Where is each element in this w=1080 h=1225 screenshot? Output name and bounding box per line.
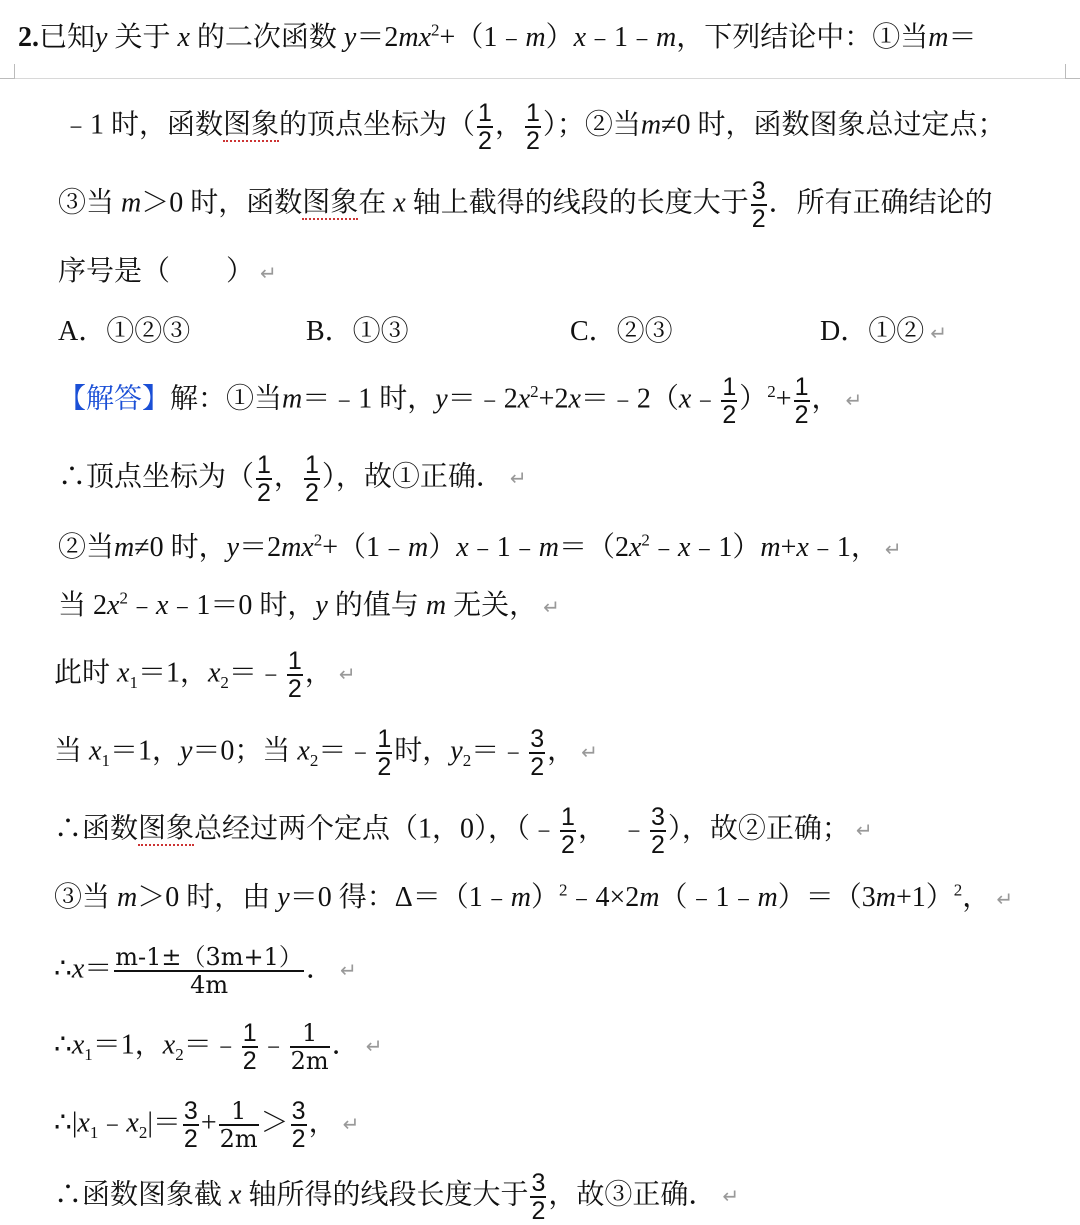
fraction: $\frac{1}{2}$ (478, 99, 492, 155)
header-rule (0, 78, 1080, 79)
question-line-2: ﹣1 时，函数图象的顶点坐标为（ $\frac{1}{2}$ ， $\frac{1}{2}$ ）；②当m≠0 时，函数图象总过定点； (62, 99, 1006, 155)
solution-line-6: 当 $x_1=1$，y＝0；当 $x_2=﹣$ $\frac{1}{2}$ 时，$y_2=﹣$ $\frac{3}{2}$ ， ↵ (54, 725, 598, 781)
fraction: $\frac{3}{2}$ (650, 803, 665, 859)
paragraph-mark-icon: ↵ (845, 388, 863, 413)
fraction: $\frac{3}{2}$ (183, 1097, 198, 1153)
fraction: $\frac{3}{2}$ (531, 1169, 546, 1225)
solution-tag: 【解答】 (58, 383, 171, 415)
fraction: $\frac{m-1\pm(3m+1)}{4m}$ (115, 943, 303, 999)
fraction: $\frac{1}{2}$ (242, 1019, 257, 1075)
fraction: $\frac{1}{2}$ (377, 725, 392, 781)
fraction: $\frac{1}{2m}$ (219, 1097, 258, 1153)
solution-line-2: ∴顶点坐标为（ $\frac{1}{2}$ ， $\frac{1}{2}$ ），故①正确． ↵ (58, 451, 527, 507)
fraction: $\frac{1}{2m}$ (290, 1019, 329, 1075)
option-a: A．①②③ (58, 316, 191, 347)
spell-mark: 图象 (302, 187, 359, 219)
paragraph-mark-icon: ↵ (342, 1112, 360, 1137)
paragraph-mark-icon: ↵ (339, 958, 357, 983)
paragraph-mark-icon: ↵ (996, 887, 1014, 911)
paragraph-mark-icon: ↵ (722, 1184, 740, 1209)
paragraph-mark-icon: ↵ (855, 818, 873, 843)
fraction: $\frac{1}{2}$ (794, 373, 809, 429)
question-line-4: 序号是（ ） ↵ (58, 256, 277, 287)
paragraph-mark-icon: ↵ (543, 595, 560, 619)
fraction: $\frac{1}{2}$ (304, 451, 319, 507)
solution-line-12: ∴函数图象截 x 轴所得的线段长度大于 $\frac{3}{2}$ ，故③正确． ↵ (54, 1169, 740, 1225)
spell-mark: 图象 (223, 109, 280, 141)
margin-corner-left (0, 64, 15, 79)
paragraph-mark-icon: ↵ (260, 261, 277, 285)
solution-line-11: $\therefore|x_1﹣x_2|=$ $\frac{3}{2}$ + $\frac{1}{2m}$ ＞ $\frac{3}{2}$ ， ↵ (54, 1097, 360, 1153)
solution-line-3: ②当m≠0 时，$y=2mx^2+(1﹣m)x﹣1﹣m=(2x^2﹣x﹣1)m+x﹣1$， ↵ (58, 530, 902, 563)
paragraph-mark-icon: ↵ (509, 466, 527, 491)
option-b: B．①③ (306, 316, 409, 347)
fraction: $\frac{1}{2}$ (561, 803, 575, 859)
paragraph-mark-icon: ↵ (338, 662, 356, 687)
fraction: $\frac{3}{2}$ (530, 725, 545, 781)
paragraph-mark-icon: ↵ (884, 537, 902, 561)
solution-line-7: ∴函数图象总经过两个定点（1，0），（﹣ $\frac{1}{2}$ ， ﹣ $\frac{3}{2}$ ），故②正确； ↵ (54, 803, 873, 859)
solution-line-4: 当 $2x^2﹣x﹣1=0$ 时，y 的值与 m 无关， ↵ (58, 588, 560, 621)
fraction: $\frac{3}{2}$ (291, 1097, 306, 1153)
solution-line-5: 此时 $x_1=1$，$x_2=﹣$ $\frac{1}{2}$ ， ↵ (54, 647, 356, 703)
solution-line-10: $\therefore x_1=1$，$x_2=﹣$ $\frac{1}{2}$ ﹣ $\frac{1}{2m}$ ． ↵ (54, 1019, 383, 1075)
question-line-3: ③当 m＞0 时，函数图象在 x 轴上截得的线段的长度大于 $\frac{3}{2}$ ．所有正确结论的 (58, 177, 993, 233)
margin-corner-right (1065, 64, 1080, 79)
paragraph-mark-icon: ↵ (365, 1034, 383, 1059)
option-c: C．②③ (570, 316, 673, 347)
paragraph-mark-icon: ↵ (930, 321, 947, 345)
question-number: 2. (18, 22, 39, 53)
fraction: $\frac{1}{2}$ (257, 451, 271, 507)
solution-line-8: ③当 m＞0 时，由 y＝0 得：$\Delta=(1﹣m)^2﹣4\times 2m(﹣1﹣m)=(3m+1)^2$， ↵ (54, 880, 1014, 913)
option-d: D．①② ↵ (820, 316, 947, 347)
solution-line-1: 【解答】解：①当m＝﹣1 时，$y=﹣2x^2+2x=﹣2(x﹣$ $\frac{1}{2}$ ）$^2$+ $\frac{1}{2}$ ， ↵ (58, 373, 863, 429)
paragraph-mark-icon: ↵ (581, 740, 598, 765)
fraction: $\frac{1}{2}$ (287, 647, 302, 703)
fraction: $\frac{3}{2}$ (751, 177, 766, 233)
fraction: $\frac{1}{2}$ (525, 99, 540, 155)
solution-line-9: ∴x＝ $\frac{m-1\pm(3m+1)}{4m}$ ． ↵ (54, 943, 357, 999)
fraction: $\frac{1}{2}$ (722, 373, 737, 429)
question-line-1: 2.已知y 关于 x 的二次函数 $y=2mx^2+(1﹣m)x﹣1﹣m$，下列结论中：①当m＝ (18, 20, 977, 53)
spell-mark: 图象 (138, 813, 195, 845)
